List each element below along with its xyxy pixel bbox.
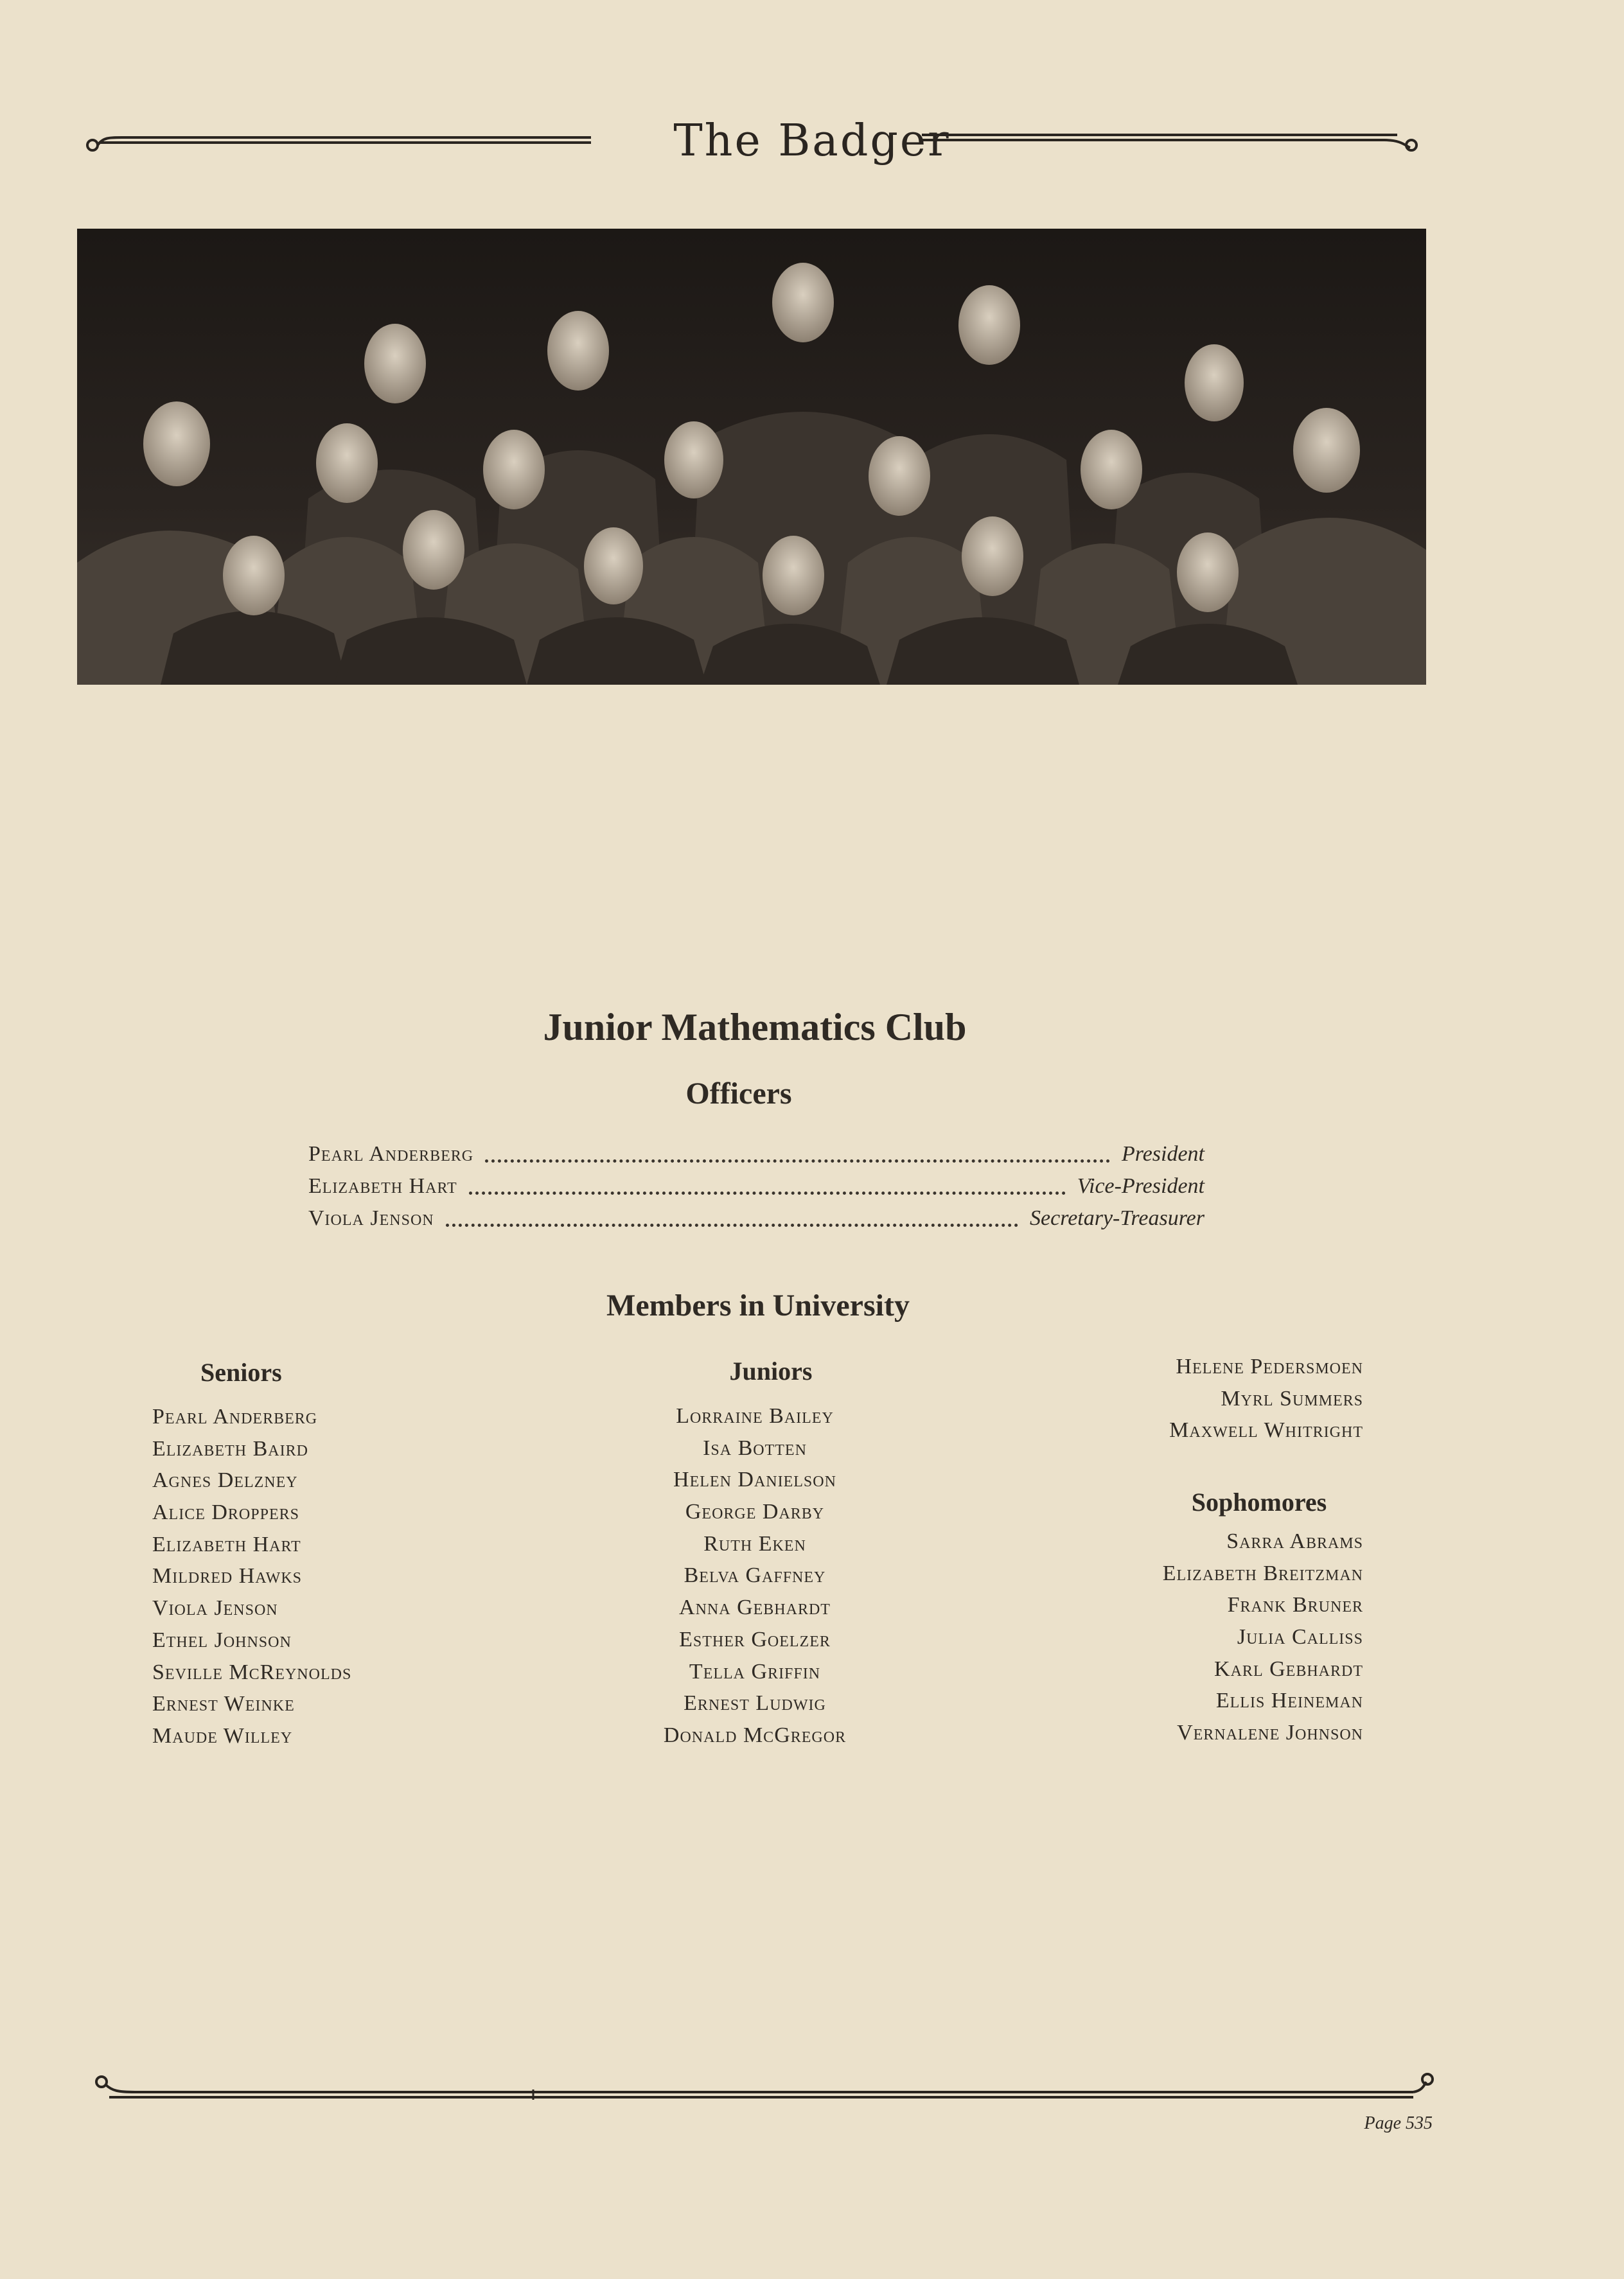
list-item: Isa Botten — [703, 1436, 807, 1460]
list-item: Viola Jenson — [152, 1596, 278, 1621]
officer-row — [308, 1142, 1205, 1173]
officer-row — [308, 1174, 1205, 1205]
officer-name: Elizabeth Hart — [308, 1174, 457, 1198]
list-item: Helene Pedersmoen — [1176, 1355, 1363, 1378]
list-item: Ernest Weinke — [152, 1692, 295, 1716]
officer-role: Secretary-Treasurer — [1030, 1206, 1205, 1230]
list-item: Alice Droppers — [152, 1500, 299, 1525]
list-item: Helen Danielson — [673, 1468, 836, 1492]
list-item: Karl Gebhardt — [1214, 1657, 1363, 1681]
list-item: Ellis Heineman — [1215, 1689, 1363, 1713]
officer-name: Viola Jenson — [308, 1206, 434, 1230]
list-item: George Darby — [685, 1500, 825, 1524]
juniors-continued-list — [1041, 1351, 1363, 1447]
list-item: Ethel Johnson — [152, 1628, 292, 1652]
running-header-title: The Badger — [673, 116, 951, 166]
list-item: Ernest Ludwig — [684, 1691, 826, 1716]
officer-name: Pearl Anderberg — [308, 1142, 474, 1166]
club-group-photo — [77, 229, 1426, 685]
seniors-heading: Seniors — [200, 1358, 282, 1387]
list-item: Myrl Summers — [1221, 1386, 1363, 1411]
juniors-list — [594, 1400, 915, 1752]
officer-role: Vice-President — [1077, 1174, 1205, 1198]
sophomores-heading: Sophomores — [1191, 1488, 1327, 1517]
officer-role: President — [1121, 1142, 1205, 1166]
juniors-heading: Juniors — [729, 1357, 813, 1386]
list-item: Agnes Delzney — [152, 1468, 298, 1493]
header-rule-right — [922, 126, 1423, 155]
list-item: Elizabeth Breitzman — [1162, 1561, 1363, 1585]
list-item: Belva Gaffney — [684, 1563, 826, 1588]
page-number: Page 535 — [1364, 2113, 1433, 2133]
officers-heading: Officers — [685, 1077, 792, 1111]
list-item: Sarra Abrams — [1226, 1529, 1363, 1553]
list-item: Frank Bruner — [1227, 1593, 1363, 1617]
officer-row — [308, 1206, 1205, 1237]
list-item: Maude Willey — [152, 1723, 293, 1748]
list-item: Maxwell Whitright — [1169, 1418, 1363, 1443]
list-item: Donald McGregor — [663, 1723, 847, 1747]
list-item: Elizabeth Baird — [152, 1436, 308, 1461]
club-title: Junior Mathematics Club — [543, 1006, 967, 1048]
list-item: Lorraine Bailey — [676, 1404, 834, 1428]
leader-dots — [485, 1153, 1110, 1163]
seniors-list — [152, 1401, 473, 1752]
list-item: Esther Goelzer — [679, 1627, 831, 1651]
list-item: Mildred Hawks — [152, 1564, 303, 1588]
leader-dots — [469, 1185, 1066, 1195]
sophomores-list — [1041, 1526, 1363, 1749]
list-item: Seville McReynolds — [152, 1660, 352, 1684]
list-item: Julia Calliss — [1237, 1625, 1363, 1650]
list-item: Elizabeth Hart — [152, 1532, 301, 1556]
list-item: Ruth Eken — [703, 1531, 806, 1556]
list-item: Vernalene Johnson — [1177, 1721, 1363, 1745]
members-heading: Members in University — [606, 1289, 910, 1323]
leader-dots — [446, 1217, 1018, 1227]
footer-rule — [90, 2072, 1439, 2107]
list-item: Tella Griffin — [689, 1659, 821, 1684]
list-item: Pearl Anderberg — [152, 1405, 318, 1429]
list-item: Anna Gebhardt — [679, 1596, 831, 1620]
